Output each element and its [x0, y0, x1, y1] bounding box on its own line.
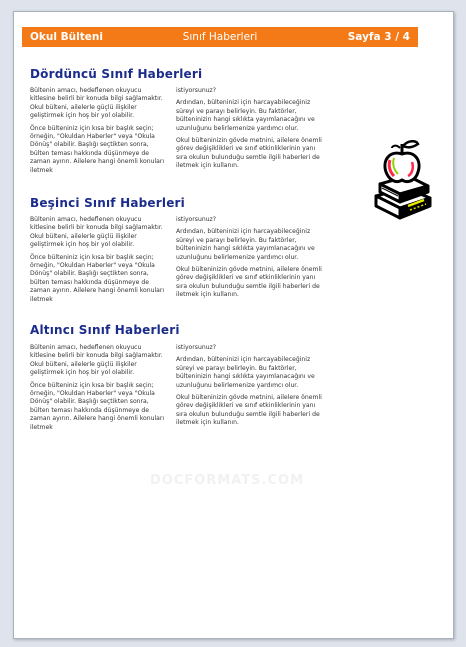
section-name: Sınıf Haberleri	[182, 31, 258, 43]
paragraph: Önce bülteniniz için kısa bir başlık seçin; örneğin, "Okuldan Haberler" veya "Okula Dönüş" olabilir. Başlığı seçtikten sonra, bülten teması hakkında düşünmeye de zaman ayırın. Ailelere hangi önemli konuları iletmek	[30, 381, 165, 431]
paragraph: Ardından, bülteninizi için harcayabileceğiniz süreyi ve parayı belirleyin. Bu faktörler, bülteninizin hangi sıklıkta yayımlanacağını ve uzunluğunu belirlemenize yardımcı olur.	[176, 99, 315, 132]
paragraph: istiyorsunuz?	[176, 344, 216, 351]
paragraph: Okul bülteninizin gövde metnini, ailelere önemli görev değişiklikleri ve sınıf etkinliklerinin yanı sıra okulun bulunduğu semtle ilgili haberleri de iletmek için kullanın.	[176, 137, 322, 170]
left-column	[30, 216, 167, 308]
paragraph: Önce bülteniniz için kısa bir başlık seçin; örneğin, "Okuldan Haberler" veya "Okula Dönüş" olabilir. Başlığı seçtikten sonra, bülten teması hakkında düşünmeye de zaman ayırın. Ailelere hangi önemli konuları iletmek	[30, 253, 165, 303]
paragraph: Ardından, bülteninizi için harcayabileceğiniz süreyi ve parayı belirleyin. Bu faktörler, bülteninizin hangi sıklıkta yayımlanacağını ve uzunluğunu belirlemenize yardımcı olur.	[176, 356, 315, 389]
paragraph: Okul bülteninizin gövde metnini, ailelere önemli görev değişiklikleri ve sınıf etkinliklerinin yanı sıra okulun bulunduğu semtle ilgili haberleri de iletmek için kullanın.	[176, 266, 322, 299]
paragraph: Bültenin amacı, hedeflenen okuyucu kitlesine belirli bir konuda bilgi sağlamaktır. Okul bülteni, ailelerle güçlü ilişkiler geliştirmek için hoş bir yol olabilir.	[30, 344, 163, 377]
paragraph: Önce bülteniniz için kısa bir başlık seçin; örneğin, "Okuldan Haberler" veya "Okula Dönüş" olabilir. Başlığı seçtikten sonra, bülten teması hakkında düşünmeye de zaman ayırın. Ailelere hangi önemli konuları iletmek	[30, 124, 165, 174]
paragraph: Okul bülteninizin gövde metnini, ailelere önemli görev değişiklikleri ve sınıf etkinliklerinin yanı sıra okulun bulunduğu semtle ilgili haberleri de iletmek için kullanın.	[176, 394, 322, 427]
section-heading: Altıncı Sınıf Haberleri	[30, 323, 180, 337]
right-column	[176, 216, 328, 304]
section-heading: Beşinci Sınıf Haberleri	[30, 196, 185, 210]
page-number: Sayfa 3 / 4	[347, 31, 410, 43]
right-column	[176, 87, 328, 175]
left-column	[30, 344, 167, 436]
watermark: DOCFORMATS.COM	[150, 473, 305, 488]
left-column	[30, 87, 167, 179]
paragraph: istiyorsunuz?	[176, 216, 216, 223]
apple-on-books-icon	[372, 140, 434, 222]
paragraph: Bültenin amacı, hedeflenen okuyucu kitlesine belirli bir konuda bilgi sağlamaktır. Okul bülteni, ailelerle güçlü ilişkiler geliştirmek için hoş bir yol olabilir.	[30, 216, 163, 249]
section-grade-5	[30, 196, 430, 303]
section-grade-6	[30, 323, 430, 431]
header-bar	[22, 27, 418, 47]
paragraph: istiyorsunuz?	[176, 87, 216, 94]
right-column	[176, 344, 328, 432]
newsletter-title: Okul Bülteni	[30, 31, 103, 43]
paragraph: Bültenin amacı, hedeflenen okuyucu kitlesine belirli bir konuda bilgi sağlamaktır. Okul bülteni, ailelerle güçlü ilişkiler geliştirmek için hoş bir yol olabilir.	[30, 87, 163, 120]
paragraph: Ardından, bülteninizi için harcayabileceğiniz süreyi ve parayı belirleyin. Bu faktörler, bülteninizin hangi sıklıkta yayımlanacağını ve uzunluğunu belirlemenize yardımcı olur.	[176, 228, 315, 261]
section-heading: Dördüncü Sınıf Haberleri	[30, 67, 203, 81]
section-grade-4	[30, 67, 430, 174]
